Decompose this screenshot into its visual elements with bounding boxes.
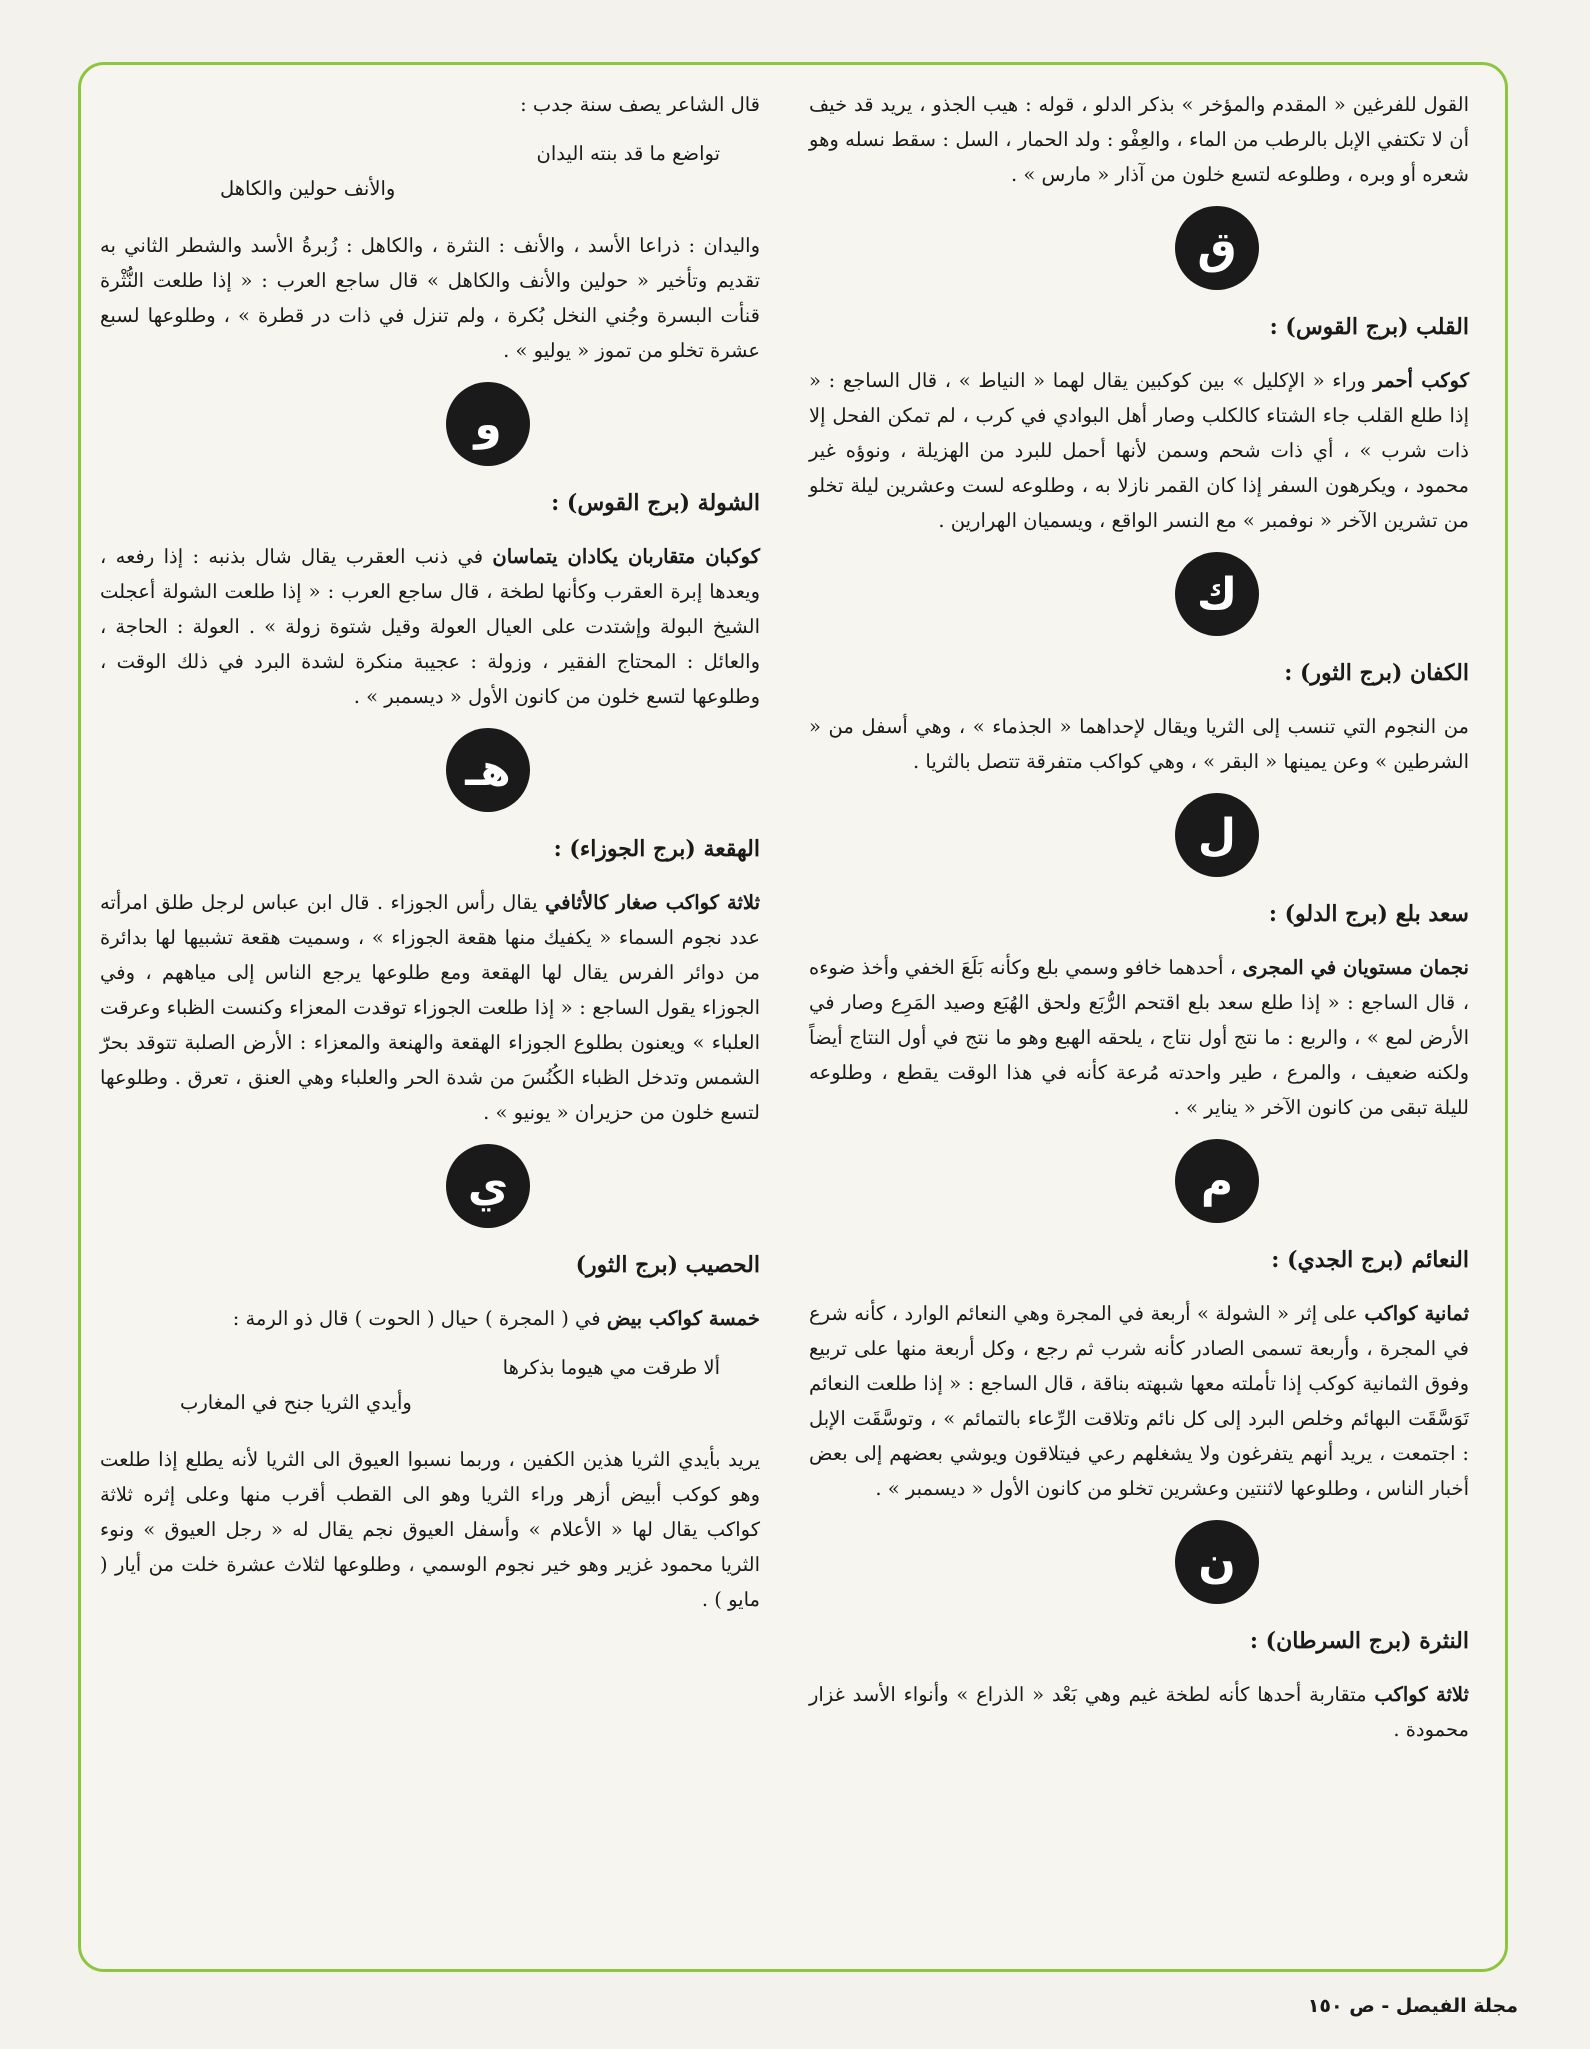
- verse-line: تواضع ما قد بنته اليدان: [536, 142, 720, 165]
- verse-line: والأنف حولين والكاهل: [220, 177, 396, 200]
- section-body: نجمان مستويان في المجرى ، أحدهما خافو وسمي بلع وكأنه بَلَعَ الخفي وأخذ ضوءه ، قال الساجع : « إذا طلع سعد بلع اقتحم الرُّبَع ولحق الهُبَع وصيد المَرِع وصار في الأرض لمع » ، والربع : ما نتج أول نتاج ، يلحقه الهبع وهو ما نتج في أول النتاج أيضاً ولكنه ضعيف ، والمرع ، طير واحدته مُرعة كأنه في هذا الوقت يقطع ، وطلوعه لليلة تبقى من كانون الآخر « يناير » .: [809, 956, 1469, 1119]
- section-lead: ثلاثة كواكب صغار كالأثافي: [545, 891, 760, 914]
- icon-slot: [100, 1144, 760, 1244]
- section-heading: الحصيب (برج الثور): [575, 1252, 760, 1278]
- kaf-letter-icon: ك: [1175, 552, 1259, 636]
- page-footer: مجلة الفيصل - ص ١٥٠: [1307, 1995, 1518, 2017]
- mim-letter-icon: م: [1175, 1139, 1259, 1223]
- qaf-letter-icon: ق: [1175, 206, 1259, 290]
- icon-slot: [809, 1139, 1469, 1239]
- verse-line: وأيدي الثريا جنح في المغارب: [180, 1391, 412, 1414]
- icon-slot: [809, 793, 1469, 893]
- section-heading: النثرة (برج السرطان) :: [1249, 1628, 1469, 1654]
- section-body: ثلاثة كواكب متقاربة أحدها كأنه لطخة غيم وهي بَعْد « الذراع » وأنواء الأسد غزار محمودة .: [809, 1683, 1469, 1741]
- left-column: [100, 87, 760, 1631]
- section-lead: خمسة كواكب بيض: [606, 1307, 760, 1330]
- nun-letter-icon: ن: [1175, 1520, 1259, 1604]
- right-column: [809, 87, 1469, 1761]
- section-heading: الكفان (برج الثور) :: [1284, 660, 1469, 686]
- lam-letter-icon: ل: [1175, 793, 1259, 877]
- section-body: كوكبان متقاربان يكادان يتماسان في ذنب العقرب يقال شال بذنبه : إذا رفعه ، ويعدها إبرة العقرب وكأنها لطخة ، قال ساجع العرب : « إذا طلعت الشولة أعجلت الشيخ البولة وإشتدت على العيال العولة وقيل شتوة زولة » . العولة : الحاجة ، والعائل : المحتاج الفقير ، وزولة : عجيبة منكرة لشدة البرد في ذلك الوقت ، وطلوعها لتسع خلون من كانون الأول « ديسمبر » .: [100, 545, 760, 708]
- icon-slot: [100, 728, 760, 828]
- section-heading: الهقعة (برج الجوزاء) :: [553, 836, 760, 862]
- closing-paragraph: يريد بأيدي الثريا هذين الكفين ، وربما نسبوا العيوق الى الثريا لأنه يطلع إذا طلعت وهو كوكب أبيض أزهر وراء الثريا وهو الى القطب أقرب منها وعلى إثره ثلاثة كواكب يقال لها « الأعلام » وأسفل العيوق نجم يقال له « رجل العيوق » ونوء الثريا محمود غزير وهو خير نجوم الوسمي ، وطلوعها لثلاث عشرة خلت من أيار ( مايو ) .: [100, 1448, 760, 1611]
- icon-slot: [100, 382, 760, 482]
- section-heading: الشولة (برج القوس) :: [551, 490, 760, 516]
- icon-slot: [809, 1520, 1469, 1620]
- poem-block: [100, 136, 760, 206]
- section-lead: نجمان مستويان في المجرى: [1242, 956, 1469, 979]
- waw-letter-icon: و: [446, 382, 530, 466]
- section-lead: كوكبان متقاربان يكادان يتماسان: [492, 545, 760, 568]
- ha-letter-icon: هـ: [446, 728, 530, 812]
- section-lead: ثلاثة كواكب: [1374, 1683, 1469, 1706]
- section-heading: النعائم (برج الجدي) :: [1271, 1247, 1469, 1273]
- section-body: من النجوم التي تنسب إلى الثريا ويقال لإحداهما « الجذماء » ، وهي أسفل من « الشرطين » وعن يمينها « البقر » ، وهي كواكب متفرقة تتصل بالثريا .: [809, 715, 1469, 773]
- section-heading: القلب (برج القوس) :: [1269, 314, 1469, 340]
- section-body: ثلاثة كواكب صغار كالأثافي يقال رأس الجوزاء . قال ابن عباس لرجل طلق امرأته عدد نجوم السماء « يكفيك منها هقعة الجوزاء » ، وسميت هقعة تشبيها لها بدائرة من دوائر الفرس يقال لها الهقعة ومع طلوعها يرجع الناس إلى مياههم ، وفي الجوزاء يقول الساجع : « إذا طلعت الجوزاء توقدت المعزاء وكنست الظباء وعرقت العلباء » ويعنون بطلوع الجوزاء الهقعة والهنعة والمعزاء : الأرض الصلبة تتوقد بحرّ الشمس وتدخل الظباء الكُنُسَ من شدة الحر والعلباء وهي العنق ، تعرق . وطلوعها لتسع خلون من حزيران « يونيو » .: [100, 891, 760, 1124]
- explanation-paragraph: واليدان : ذراعا الأسد ، والأنف : النثرة ، والكاهل : زُبرةُ الأسد والشطر الثاني به تقديم وتأخير « حولين والأنف والكاهل » قال ساجع العرب : « إذا طلعت النُّثْرة قنأت البسرة وجُني النخل بُكرة ، ولم تنزل في ذات در قطرة » ، وطلوعها لسبع عشرة تخلو من تموز « يوليو » .: [100, 234, 760, 362]
- verse-line: ألا طرقت مي هيوما بذكرها: [502, 1356, 720, 1379]
- page-frame: [78, 62, 1508, 1972]
- poet-intro: قال الشاعر يصف سنة جدب :: [520, 93, 760, 116]
- icon-slot: [809, 206, 1469, 306]
- intro-paragraph: القول للفرغين « المقدم والمؤخر » بذكر الدلو ، قوله : هيب الجذو ، يريد قد خيف أن لا تكتفي الإبل بالرطب من الماء ، والعِفْو : ولد الحمار ، السل : سقط نسله وهو شعره أو وبره ، وطلوعه لتسع خلون من آذار « مارس » .: [809, 93, 1469, 186]
- section-body: كوكب أحمر وراء « الإكليل » بين كوكبين يقال لهما « النياط » ، قال الساجع : « إذا طلع القلب جاء الشتاء كالكلب وصار أهل البوادي في كرب ، لم تمكن الفحل إلا ذات شرب » ، أي ذات شحم وسمن لأنها أحمل للبرد من الهزيلة ، ونوؤه غير محمود ، ويكرهون السفر إذا كان القمر نازلا به ، وطلوعه لست وعشرين ليلة تخلو من تشرين الآخر « نوفمبر » مع النسر الواقع ، ويسميان الهرارين .: [809, 369, 1469, 532]
- icon-slot: [809, 552, 1469, 652]
- section-lead: كوكب أحمر: [1373, 369, 1469, 392]
- section-heading: سعد بلع (برج الدلو) :: [1268, 901, 1469, 927]
- section-body: خمسة كواكب بيض في ( المجرة ) حيال ( الحوت ) قال ذو الرمة :: [232, 1307, 760, 1330]
- poem-block: [100, 1350, 760, 1420]
- ya-letter-icon: ي: [446, 1144, 530, 1228]
- section-body: ثمانية كواكب على إثر « الشولة » أربعة في المجرة وهي النعائم الوارد ، كأنه شرع في المجرة ، وأربعة تسمى الصادر كأنه شرب ثم رجع ، وكل أربعة منها على تربيع وفوق الثمانية كوكب إذا تأملته معها شبهته بناقة ، قال الساجع : « إذا طلعت النعائم تَوَسَّقَت البهائم وخلص البرد إلى كل نائم وتلاقت الرِّعاء بالتمائم » ، وتوسَّقَت الإبل : اجتمعت ، يريد أنهم يتفرغون ولا يشغلهم رعي فيتلاقون ويوشي بعضهم إلى بعض أخبار الناس ، وطلوعها لاثنتين وعشرين تخلو من كانون الأول « ديسمبر » .: [809, 1302, 1470, 1500]
- section-lead: ثمانية كواكب: [1364, 1302, 1470, 1325]
